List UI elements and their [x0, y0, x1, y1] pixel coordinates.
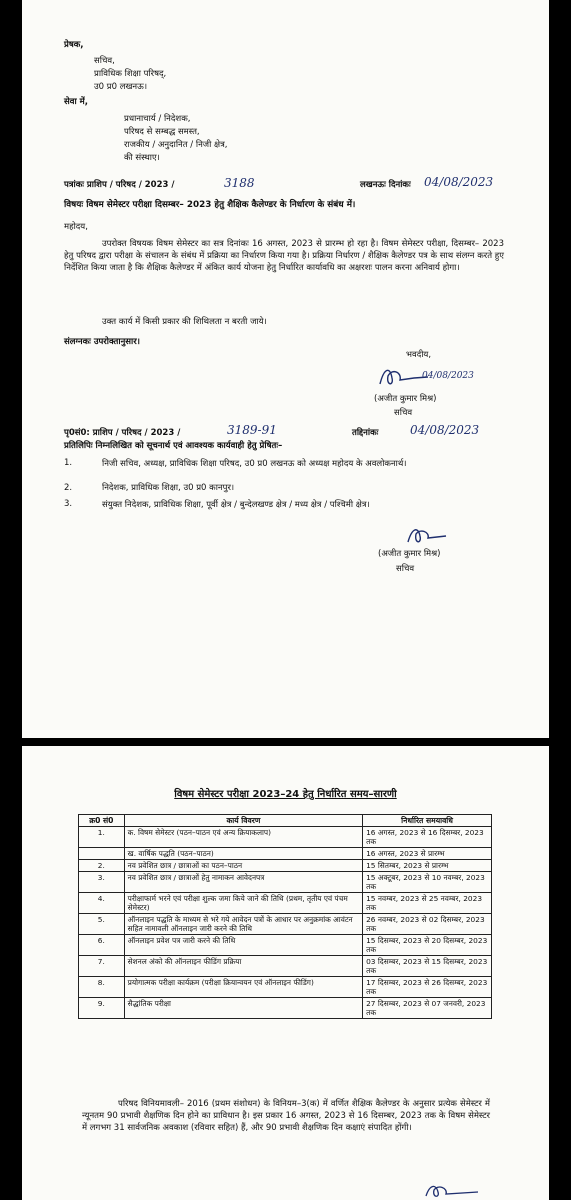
duration-cell: 15 दिसम्बर, 2023 से 20 दिसम्बर, 2023 तक: [363, 935, 492, 956]
row-number: 9.: [79, 998, 125, 1019]
activity-cell: ख. वार्षिक पद्धति (पठन–पाठन): [124, 848, 362, 860]
column-header: क्र0 सं0: [79, 815, 125, 827]
duration-cell: 15 सितम्बर, 2023 से प्रारम्भ: [363, 860, 492, 872]
reference-number-prefix: पत्रांकः प्राशिप / परिषद / 2023 /: [64, 180, 175, 190]
cc-item-number: 2.: [64, 483, 73, 493]
duration-cell: 17 दिसम्बर, 2023 से 26 दिसम्बर, 2023 तक: [363, 977, 492, 998]
row-number: 6.: [79, 935, 125, 956]
row-number: 8.: [79, 977, 125, 998]
signature-date-handwritten: 04/08/2023: [422, 371, 474, 381]
subject-line: विषयः विषम सेमेस्टर परीक्षा दिसम्बर– 2023 हेतु शैक्षिक कैलेण्डर के निर्धारण के संबंध में।: [64, 200, 356, 210]
enclosure-note: संलग्नकः उपरोक्तानुसार।: [64, 337, 140, 347]
signature-icon: [402, 524, 452, 546]
date-handwritten: 04/08/2023: [424, 175, 494, 189]
to-line: परिषद से सम्बद्ध समस्त,: [124, 127, 200, 137]
cc-intro: प्रतिलिपिः निम्नलिखित को सूचनार्थ एवं आवश्यक कार्यवाही हेतु प्रेषितः–: [64, 441, 283, 451]
column-header: निर्धारित समयावधि: [363, 815, 492, 827]
cc-item-number: 3.: [64, 499, 73, 509]
reference-number-handwritten: 3188: [224, 176, 255, 190]
cc-date-prefix: तद्दिनांकः: [352, 428, 379, 438]
row-number: 7.: [79, 956, 125, 977]
duration-cell: 26 नवम्बर, 2023 से 02 दिसम्बर, 2023 तक: [363, 914, 492, 935]
footer-paragraph: परिषद विनियमावली– 2016 (प्रथम संशोधन) के विनियम–3(क) में वर्णित शैक्षिक कैलेण्डर के अनुसार प्रत्येक सेमेस्टर में न्यूनतम 90 प्रभावी शैक्षणिक दिन होने का प्राविधान है। इस प्रकार 16 अगस्त, 2023 से 16 दिसम्बर, 2023 तक के विषम सेमेस्टर में लगभग 31 सार्वजनिक अवकाश (रविवार सहित) हैं, और 90 प्रभावी शैक्षणिक दिन कक्षाएं संपादित होंगी।: [82, 1099, 490, 1133]
letter-page: [22, 0, 549, 738]
duration-cell: 15 अक्टूबर, 2023 से 10 नवम्बर, 2023 तक: [363, 872, 492, 893]
signature-icon: [422, 1182, 482, 1200]
to-label: सेवा में,: [64, 97, 88, 107]
row-number: 4.: [79, 893, 125, 914]
signer-name: (अजीत कुमार मिश्र): [378, 549, 441, 559]
cc-reference-prefix: पृ0सं0: प्राशिप / परिषद / 2023 /: [64, 428, 181, 438]
cc-date-handwritten: 04/08/2023: [410, 423, 480, 437]
table-row: [79, 893, 492, 914]
table-row: [79, 827, 492, 848]
table-row: [79, 935, 492, 956]
activity-cell: ऑनलाइन प्रवेश पत्र जारी करने की तिथि: [124, 935, 362, 956]
schedule-table: [78, 814, 492, 1019]
table-header-row: [79, 815, 492, 827]
cc-item-text: निदेशक, प्राविधिक शिक्षा, उ0 प्र0 कानपुर।: [102, 483, 235, 493]
activity-cell: सेशनल अंको की ऑनलाइन फीडिंग प्रक्रिया: [124, 956, 362, 977]
signer-title: सचिव: [396, 564, 415, 574]
column-header: कार्य विवरण: [124, 815, 362, 827]
row-number: [79, 848, 125, 860]
to-line: प्रधानाचार्य / निदेशक,: [124, 114, 191, 124]
to-line: राजकीय / अनुदानित / निजी क्षेत्र,: [124, 140, 228, 150]
cc-item-text: निजी सचिव, अध्यक्ष, प्राविधिक शिक्षा परिषद, उ0 प्र0 लखनऊ को अध्यक्ष महोदय के अवलोकनार्थ।: [102, 459, 407, 469]
date-prefix: लखनऊः दिनांकः: [360, 180, 411, 190]
cc-reference-handwritten: 3189-91: [227, 423, 277, 437]
to-line: की संस्थाए।: [124, 153, 160, 163]
cc-item-number: 1.: [64, 458, 73, 468]
row-number: 3.: [79, 872, 125, 893]
cc-item-text: संयुक्त निदेशक, प्राविधिक शिक्षा, पूर्वी क्षेत्र / बुन्देलखण्ड क्षेत्र / मध्य क्षेत्र / पश्चिमी क्षेत्र।: [102, 500, 370, 510]
salutation: महोदय,: [64, 222, 88, 232]
body-paragraph: उपरोक्त विषयक विषम सेमेस्टर का सत्र दिनांकः 16 अगस्त, 2023 से प्रारम्भ हो रहा है। विषम सेमेस्टर परीक्षा, दिसम्बर– 2023 हेतु परिषद द्वारा परीक्षा के संचालन के संबंध में प्रक्रिया का निर्धारण किया गया है। प्रक्रिया निर्धारण / शैक्षिक कैलेण्डर पत्र के साथ संलग्न करते हुए निर्देशित किया जाता है कि शैक्षिक कैलेण्डर में अंकित कार्य योजना हेतु निर्धारित कार्यावधि का अक्षरशः पालन करना अनिवार्य होगा।: [64, 239, 504, 273]
duration-cell: 16 अगस्त, 2023 से 16 दिसम्बर, 2023 तक: [363, 827, 492, 848]
row-number: 5.: [79, 914, 125, 935]
duration-cell: 03 दिसम्बर, 2023 से 15 दिसम्बर, 2023 तक: [363, 956, 492, 977]
table-row: [79, 872, 492, 893]
table-row: [79, 914, 492, 935]
closing: भवदीय,: [406, 350, 432, 360]
row-number: 2.: [79, 860, 125, 872]
activity-cell: क. विषम सेमेस्टर (पठन–पाठन एवं अन्य क्रियाकलाप): [124, 827, 362, 848]
activity-cell: ऑनलाइन पद्धति के माध्यम से भरे गये आवेदन पत्रों के आधार पर अनुक्रमांक आवंटन सहित नामावली ऑनलाइन जारी करने की तिथि: [124, 914, 362, 935]
duration-cell: 15 नवम्बर, 2023 से 25 नवम्बर, 2023 तक: [363, 893, 492, 914]
schedule-title: विषम सेमेस्टर परीक्षा 2023–24 हेतु निर्धारित समय–सारणी: [174, 789, 397, 800]
duration-cell: 27 दिसम्बर, 2023 से 07 जनवरी, 2023 तक: [363, 998, 492, 1019]
sender-label: प्रेषक,: [64, 40, 84, 50]
schedule-page: [22, 746, 549, 1200]
activity-cell: नव प्रवेशित छात्र / छात्राओं हेतु नामाकन आवेदनपत्र: [124, 872, 362, 893]
activity-cell: सैद्धांतिक परीक्षा: [124, 998, 362, 1019]
body-paragraph: उक्त कार्य में किसी प्रकार की शिथिलता न बरती जाये।: [102, 317, 267, 327]
duration-cell: 16 अगस्त, 2023 से प्रारम्भ: [363, 848, 492, 860]
sender-line: सचिव,: [94, 56, 115, 66]
sender-line: प्राविधिक शिक्षा परिषद्,: [94, 69, 167, 79]
table-row: [79, 956, 492, 977]
table-row: [79, 860, 492, 872]
activity-cell: नव प्रवेशित छात्र / छात्राओं का पठन–पाठन: [124, 860, 362, 872]
activity-cell: प्रयोगात्मक परीक्षा कार्यक्रम (परीक्षा क्रियान्वयन एवं ऑनलाइन फीडिंग): [124, 977, 362, 998]
activity-cell: परीक्षाफार्म भरने एवं परीक्षा शुल्क जमा किये जाने की तिथि (प्रथम, तृतीय एवं पंचम सेमेस्टर): [124, 893, 362, 914]
table-row: [79, 977, 492, 998]
sender-line: उ0 प्र0 लखनऊ।: [94, 82, 148, 92]
row-number: 1.: [79, 827, 125, 848]
table-row: [79, 998, 492, 1019]
signer-name: (अजीत कुमार मिश्र): [374, 394, 437, 404]
signer-title: सचिव: [394, 408, 413, 418]
table-row: [79, 848, 492, 860]
